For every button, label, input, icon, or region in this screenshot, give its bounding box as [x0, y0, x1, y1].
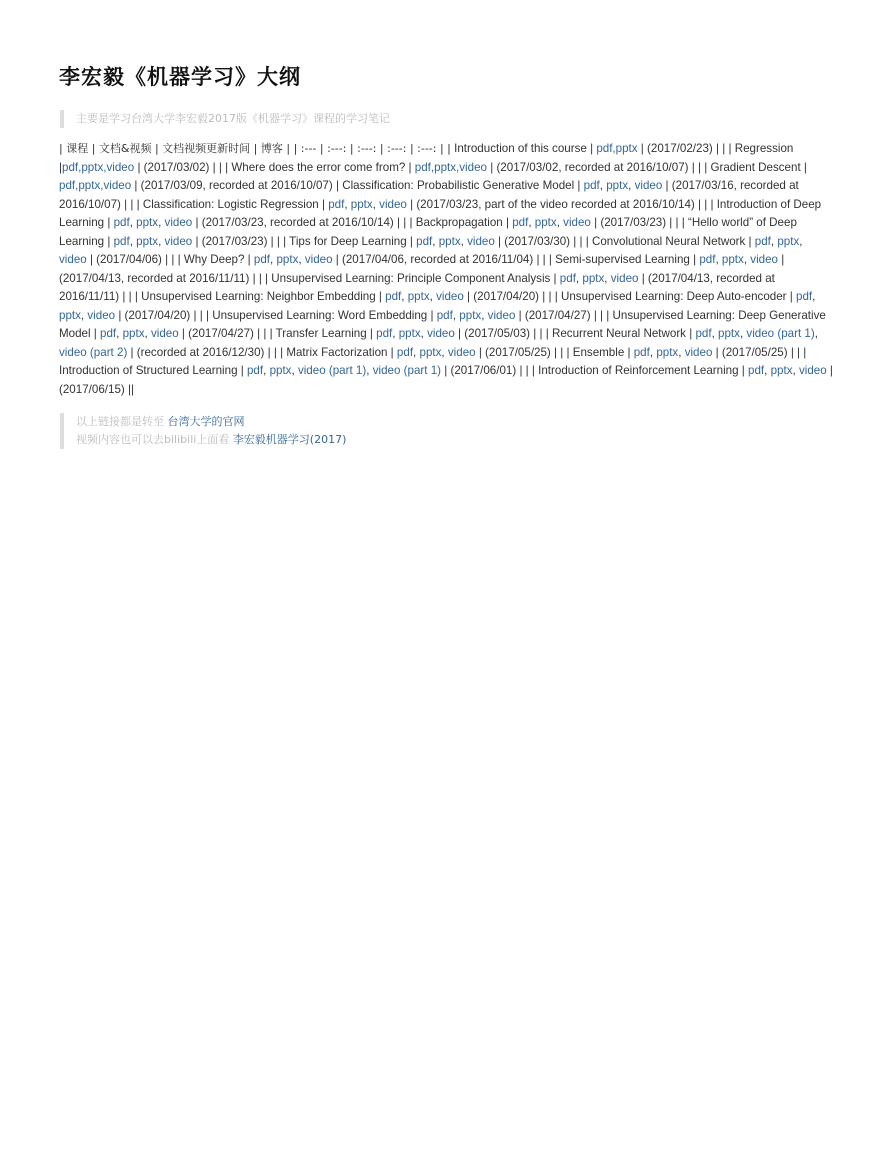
course-date: | (2017/03/02) | | |: [134, 160, 229, 174]
course-link[interactable]: pdf,pptx,video: [59, 179, 132, 192]
course-link[interactable]: video: [59, 253, 87, 266]
course-title: Introduction of Reinforcement Learning |: [534, 364, 749, 377]
course-link[interactable]: pdf: [376, 327, 393, 340]
course-link[interactable]: video: [379, 197, 407, 211]
course-link[interactable]: pdf: [754, 234, 771, 248]
course-date: | (2017/05/25) | | |: [475, 345, 570, 359]
course-link[interactable]: pptx: [407, 290, 430, 303]
course-date: | (2017/04/20) | | |: [463, 290, 558, 303]
course-link[interactable]: pdf: [559, 271, 576, 285]
course-title: Why Deep? |: [180, 253, 254, 266]
course-date: | (2017/04/13, recorded at 2016/11/11) | | |: [59, 271, 775, 303]
course-date: | (2017/06/15) ||: [59, 364, 833, 396]
course-link[interactable]: pptx: [656, 345, 679, 359]
course-link[interactable]: pptx: [122, 327, 145, 340]
course-title: Tips for Deep Learning |: [286, 234, 417, 248]
course-date: | (2017/04/13, recorded at 2016/11/11) | | |: [59, 253, 785, 285]
course-date: | (2017/03/30) | | |: [494, 234, 589, 248]
course-title: Where does the error come from? |: [228, 160, 415, 174]
course-link[interactable]: pdf: [583, 179, 600, 192]
course-link[interactable]: pdf: [512, 216, 529, 229]
course-link[interactable]: pdf: [695, 327, 712, 340]
course-title: Classification: Probabilistic Generative Model |: [338, 179, 584, 192]
course-link[interactable]: video: [487, 308, 516, 322]
course-link[interactable]: pptx: [718, 327, 740, 340]
page-title: 李宏毅《机器学习》大纲: [59, 65, 301, 89]
course-link[interactable]: pptx: [770, 364, 793, 377]
course-title: Backpropagation |: [412, 216, 513, 229]
course-link[interactable]: pdf: [396, 345, 414, 359]
course-link[interactable]: pdf: [385, 290, 402, 303]
course-table-text: | 课程 | 文档&视频 | 文档视频更新时间 | 博客 | | :--- | :---: | :---: | :---: | :---: | | Introduction of this course | pdf,pptx | (2017/02/23) | | | Regression |pdf,pptx,video | (2017/03/02) | | | Where does the error come from? | pdf,pptx,video | (2017/03/02, recorded at 2016/10/07) | | | Gradient Descent | pdf,pptx,video | (2017/03/09, recorded at 2016/10/07) | Classification: Probabilistic Generative Model | pdf, pptx, video | (2017/03/16, recorded at 2016/10/07) | | | Classification: Logistic Regression | pdf, pptx, video | (2017/03/23, part of the video recorded at 2016/10/14) | | | Introduction of Deep Learning | pdf, pptx, video | (2017/03/23, recorded at 2016/10/14) | | | Backpropagation | pdf, pptx, video | (2017/03/23) | | | “Hello world” of Deep Learning | pdf, pptx, video | (2017/03/23) | | | Tips for Deep Learning | pdf, pptx, video | (2017/03/30) | | | Convolutional Neural Network | pdf, pptx, video | (2017/04/06) | | | Why Deep? | pdf, pptx, video | (2017/04/06, recorded at 2016/11/04) | | | Semi-supervised Learning | pdf, pptx, video | (2017/04/13, recorded at 2016/11/11) | | | Unsupervised Learning: Principle Component Analysis | pdf, pptx, video | (2017/04/13, recorded at 2016/11/11) | | | Unsupervised Learning: Neighbor Embedding | pdf, pptx, video | (2017/04/20) | | | Unsupervised Learning: Deep Auto-encoder | pdf, pptx, video | (2017/04/20) | | | Unsupervised Learning: Word Embedding | pdf, pptx, video | (2017/04/27) | | | Unsupervised Learning: Deep Generative Model | pdf, pptx, video | (2017/04/27) | | | Transfer Learning | pdf, pptx, video | (2017/05/03) | | | Recurrent Neural Network | pdf, pptx, video (part 1), video (part 2) | (recorded at 2016/12/30) | | | Matrix Factorization | pdf, pptx, video | (2017/05/25) | | | Ensemble | pdf, pptx, video | (2017/05/25) | | | Introduction of Structured Learning | pdf, pptx, video (part 1), video (part 1) | (2017/06/01) | | | Introduction of Reinforcement Learning | pdf, pptx, video | (2017/06/15) ||: [59, 142, 833, 396]
course-title: Introduction of this course |: [450, 142, 597, 155]
course-link[interactable]: pdf: [416, 234, 433, 248]
course-link[interactable]: video: [164, 216, 193, 229]
course-title: Regression |: [59, 142, 794, 174]
course-date: | (2017/03/02, recorded at 2016/10/07) | | |: [486, 160, 708, 174]
course-title: Unsupervised Learning: Word Embedding |: [209, 308, 437, 322]
course-link[interactable]: pptx: [269, 364, 292, 377]
course-link[interactable]: video: [684, 345, 713, 359]
course-title: Semi-supervised Learning |: [551, 253, 700, 266]
course-title: Ensemble |: [569, 345, 634, 359]
course-title: “Hello world” of Deep Learning |: [59, 216, 797, 248]
course-link[interactable]: pdf: [328, 197, 345, 211]
course-link[interactable]: pdf: [436, 308, 453, 322]
course-link[interactable]: video (part 1): [372, 364, 442, 377]
course-link[interactable]: pdf: [699, 253, 716, 266]
course-link[interactable]: pdf: [113, 216, 130, 229]
course-link[interactable]: pdf: [246, 364, 264, 377]
course-link[interactable]: video: [798, 364, 827, 377]
course-title: Introduction of Deep Learning |: [59, 197, 822, 229]
course-link[interactable]: pdf: [796, 290, 813, 303]
course-date: | (2017/05/25) | | |: [712, 345, 807, 359]
course-link[interactable]: video: [427, 327, 455, 340]
course-link[interactable]: pptx: [459, 308, 482, 322]
course-date: | (2017/06/01) | | |: [441, 364, 535, 377]
course-title: Gradient Descent |: [707, 160, 807, 174]
course-date: | (2017/03/23) | | |: [192, 234, 287, 248]
course-link[interactable]: pptx: [136, 216, 159, 229]
course-title: Transfer Learning |: [272, 327, 377, 340]
course-link[interactable]: pdf,pptx,video: [414, 160, 487, 174]
course-link[interactable]: pptx: [136, 234, 159, 248]
course-title: Classification: Logistic Regression |: [139, 197, 329, 211]
course-date: | (2017/04/06) | | |: [86, 253, 181, 266]
course-link[interactable]: pdf: [633, 345, 650, 359]
course-link[interactable]: pptx: [438, 234, 461, 248]
intro-blockquote: [60, 110, 833, 128]
course-link[interactable]: video: [634, 179, 663, 192]
course-link[interactable]: pptx: [606, 179, 629, 192]
intro-text: 主要是学习台湾大学李宏毅2017版《机器学习》课程的学习笔记: [76, 112, 390, 125]
course-title: Recurrent Neural Network |: [548, 327, 696, 340]
course-link[interactable]: pptx: [398, 327, 421, 340]
course-link[interactable]: video: [447, 345, 476, 359]
course-date: | (2017/04/27) | | |: [515, 308, 610, 322]
course-link[interactable]: video (part 1): [297, 364, 367, 377]
course-date: | (2017/03/23) | | |: [590, 216, 685, 229]
course-link[interactable]: video: [150, 327, 179, 340]
course-link[interactable]: pdf,pptx,video: [62, 160, 135, 174]
course-link[interactable]: video: [467, 234, 495, 248]
course-link[interactable]: video: [610, 271, 639, 285]
course-link[interactable]: pptx: [59, 308, 81, 322]
course-date: | (2017/04/27) | | |: [178, 327, 273, 340]
course-title: Matrix Factorization |: [283, 345, 397, 359]
course-link[interactable]: pdf: [748, 364, 765, 377]
course-title: Introduction of Structured Learning |: [59, 364, 247, 377]
footer-line-2: [76, 431, 833, 449]
footer-blockquote: [60, 413, 833, 449]
course-link[interactable]: pdf: [113, 234, 130, 248]
ntu-official-link[interactable]: 台湾大学的官网: [167, 415, 245, 428]
footer-line-2-text: 视频内容也可以去bilibili上面看: [76, 433, 233, 446]
course-link[interactable]: pptx: [350, 197, 373, 211]
course-link[interactable]: pptx: [276, 253, 299, 266]
course-link[interactable]: pptx: [721, 253, 744, 266]
course-date: | (2017/02/23) | | |: [637, 142, 732, 155]
course-link[interactable]: video: [304, 253, 333, 266]
course-date: | (2017/03/23, recorded at 2016/10/14) | | |: [192, 216, 413, 229]
course-link[interactable]: pdf,pptx: [596, 142, 638, 155]
footer-line-1: [76, 413, 833, 431]
course-title: Unsupervised Learning: Neighbor Embedding |: [137, 290, 386, 303]
course-link[interactable]: pptx: [777, 234, 800, 248]
course-link[interactable]: pdf: [253, 253, 270, 266]
course-link[interactable]: video: [750, 253, 778, 266]
course-date: | (2017/04/20) | | |: [115, 308, 209, 322]
course-date: | (2017/03/23, part of the video recorded at 2016/10/14) | | |: [406, 197, 714, 211]
course-title: Unsupervised Learning: Principle Component Analysis |: [268, 271, 560, 285]
table-header: | 课程 | 文档&视频 | 文档视频更新时间 | 博客 | | :--- | :---: | :---: | :---: | :---: | |: [59, 142, 451, 155]
course-link[interactable]: video: [87, 308, 116, 322]
course-date: | (2017/05/03) | | |: [454, 327, 549, 340]
course-date: | (2017/03/09, recorded at 2016/10/07) |: [131, 179, 339, 192]
course-title: Unsupervised Learning: Deep Generative Model |: [59, 308, 826, 340]
course-title: Unsupervised Learning: Deep Auto-encoder |: [557, 290, 796, 303]
course-link[interactable]: pptx: [419, 345, 442, 359]
course-date: | (2017/03/16, recorded at 2016/10/07) | | |: [59, 179, 799, 211]
bilibili-course-link[interactable]: 李宏毅机器学习(2017): [232, 433, 347, 446]
course-title: Convolutional Neural Network |: [588, 234, 755, 248]
course-link[interactable]: video (part 2): [59, 345, 128, 359]
course-date: | (2017/04/06, recorded at 2016/11/04) | | |: [332, 253, 552, 266]
course-link[interactable]: pptx: [582, 271, 605, 285]
course-link[interactable]: video: [164, 234, 193, 248]
course-link[interactable]: video (part 1): [746, 327, 815, 340]
course-date: | (recorded at 2016/12/30) | | |: [127, 345, 284, 359]
course-link[interactable]: video: [436, 290, 464, 303]
course-link[interactable]: pptx: [534, 216, 557, 229]
course-link[interactable]: video: [563, 216, 591, 229]
footer-line-1-text: 以上链接都是转至: [76, 415, 168, 428]
course-link[interactable]: pdf: [100, 327, 117, 340]
